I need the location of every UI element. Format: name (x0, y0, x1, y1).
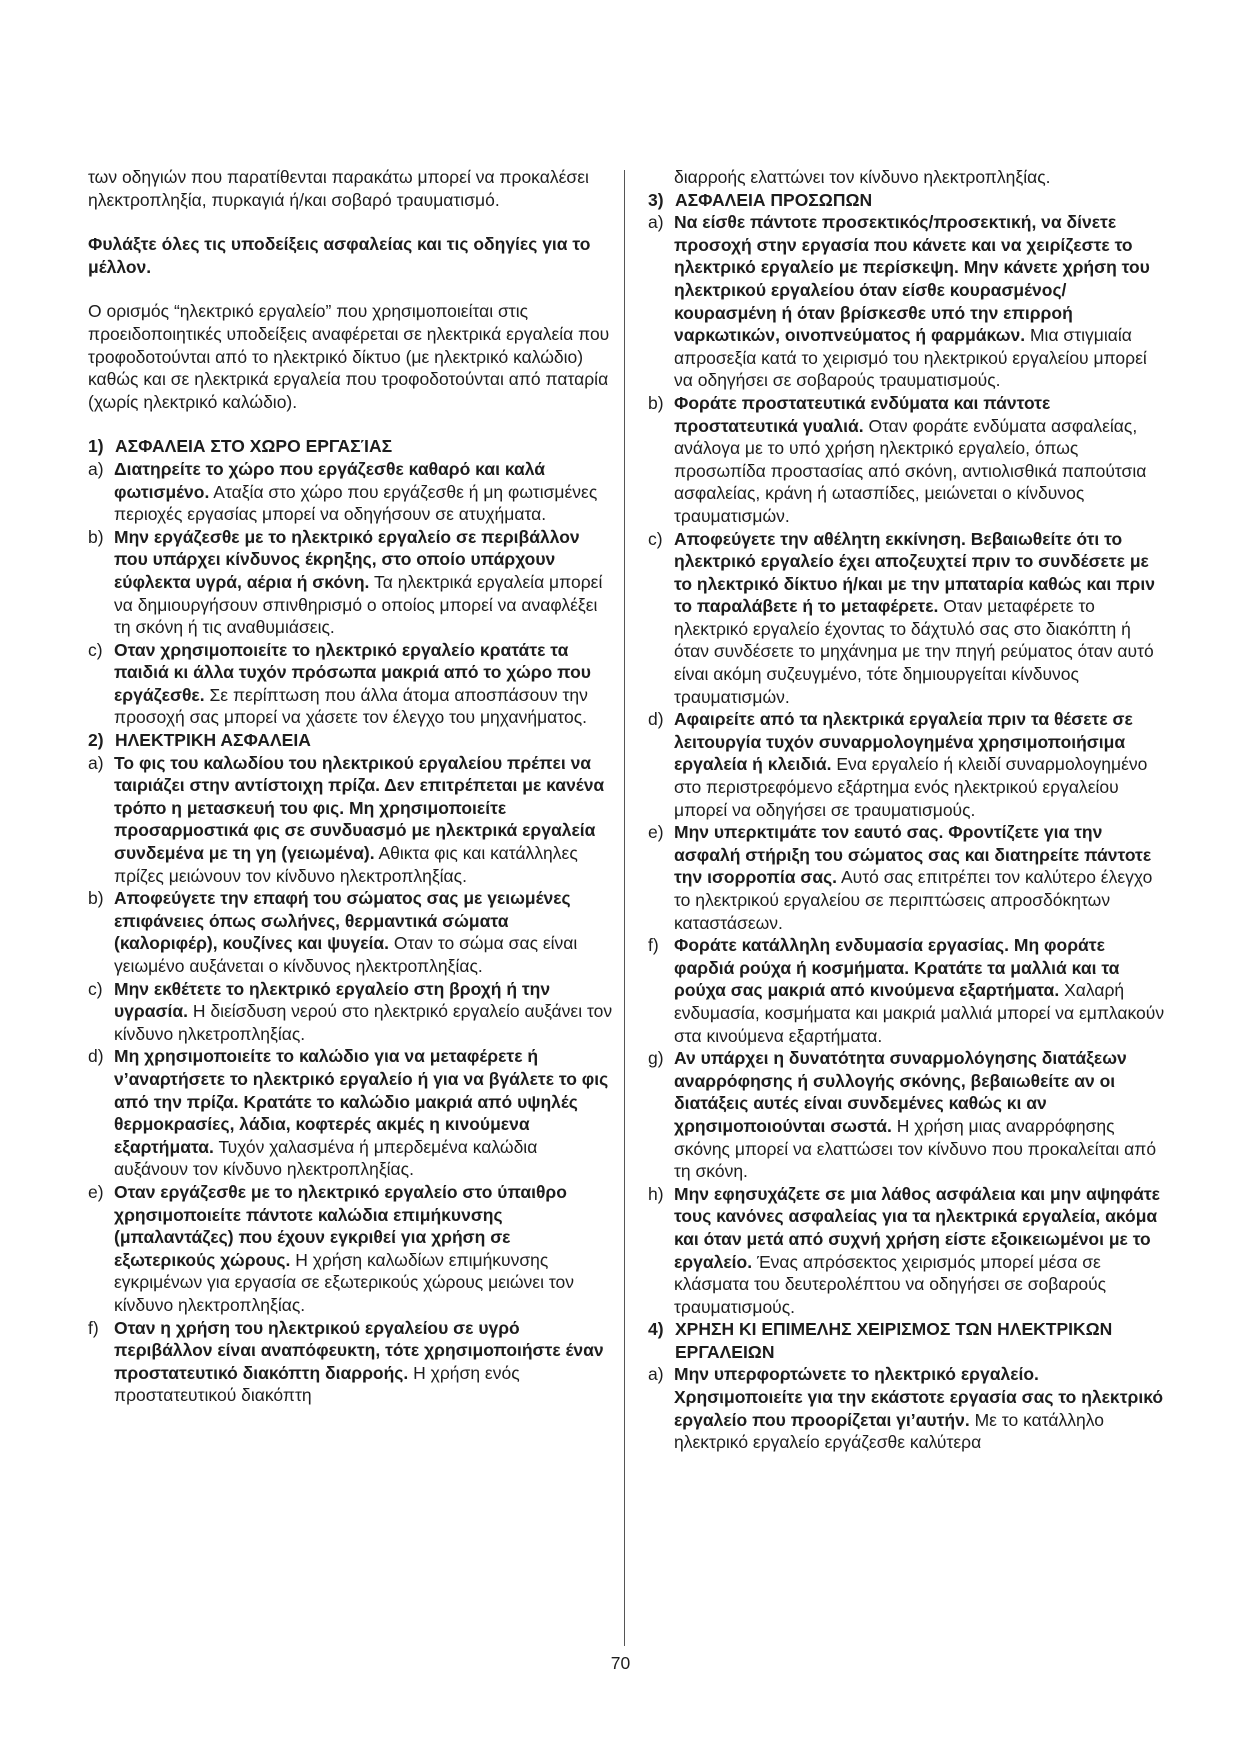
item-bold-text: Μη χρησιμοποιείτε το καλώδιο για να μεταφέρετε ή ν’αναρτήσετε το ηλεκτρικό εργαλείο ή για να βγάλετε το φις από την πρίζα. Κρατάτε το καλώδιο μακριά από υψηλές θερμοκρασίες, λάδια, κοφτερές ακμές η κινούμενα εξαρτήματα. (114, 1046, 609, 1157)
right-column (648, 166, 1168, 1454)
item-marker: a) (88, 458, 104, 479)
item-bold-text: Οταν η χρήση του ηλεκτρικού εργαλείου σε υγρό περιβάλλον είναι αναπόφευκτη, τότε χρησιμοποιήστε έναν προστατευτικό διακόπτη διαρροής. (114, 1317, 604, 1383)
item-marker: d) (648, 709, 664, 730)
item-text: Οταν φοράτε ενδύματα ασφαλείας, ανάλογα με το υπό χρήση ηλεκτρικό εργαλείο, όπως προσωπίδα προστασίας από σκόνη, αντιολισθικά παπούτσια ασφαλείας, κράνη ή ωτασπίδες, μειώνεται ο κίνδυνος τραυματισμών. (674, 415, 1147, 526)
item-bold-text: Φοράτε προστατευτικά ενδύματα και πάντοτε προστατευτικά γυαλιά. (674, 392, 1051, 436)
list-item (88, 1181, 613, 1317)
list-item (648, 821, 1168, 934)
list-item (88, 458, 613, 526)
item-text: Αθικτα φις και κατάλληλες πρίζες μειώνουν τον κίνδυνο ηλεκτροπληξίας. (114, 843, 578, 886)
column-divider (624, 170, 625, 1646)
item-marker: a) (648, 212, 664, 233)
item-text: Η διείσδυση νερού στο ηλεκτρικό εργαλείο αυξάνει τον κίνδυνο ηλκετροπληξίας. (114, 1001, 613, 1044)
list-item (88, 1317, 613, 1407)
item-marker: d) (88, 1046, 104, 1067)
item-bold-text: Οταν εργάζεσθε με το ηλεκτρικό εργαλείο στο ύπαιθρο χρησιμοποιείτε πάντοτε καλώδια επιμήκυνσης (μπαλαντάζες) που έχουν εγκριθεί για χρήση σε εξωτερικούς χώρους. (114, 1181, 567, 1270)
section-heading-tool-use (648, 1318, 1168, 1363)
section-number: 2) (88, 730, 104, 751)
section-heading-work-area (88, 435, 613, 458)
list-item (88, 978, 613, 1046)
item-text: Αυτό σας επιτρέπει τον καλύτερο έλεγχο το ηλεκτρικού εργαλείου σε περιπτώσεις απροσδόκητων καταστάσεων. (674, 867, 1153, 933)
item-marker: b) (648, 392, 664, 413)
item-marker: c) (648, 528, 663, 549)
list-item (88, 1045, 613, 1181)
section-title: ΧΡΗΣΗ ΚΙ ΕΠΙΜΕΛΗΣ ΧΕΙΡΙΣΜΟΣ ΤΩΝ ΗΛΕΚΤΡΙΚΩΝ ΕΡΓΑΛΕΙΩΝ (675, 1319, 1113, 1362)
item-marker: a) (88, 752, 104, 773)
section-heading-personal-safety (648, 189, 1168, 212)
item-text: Η χρήση ενός προστατευτικού διακόπτη (114, 1362, 520, 1406)
item-bold-text: Αφαιρείτε από τα ηλεκτρικά εργαλεία πριν τα θέσετε σε λειτουργία τυχόν συναρμολογημένα χρησιμοποιήσιμα εργαλεία ή κλειδιά. (674, 709, 1133, 775)
item-text: Ενα εργαλείο ή κλειδί συναρμολογημένο στο περιστρεφόμενο εξάρτημα ενός ηλεκτρικού εργαλείου μπορεί να οδηγήσει σε τραυματισμούς. (674, 754, 1148, 820)
list-item (648, 708, 1168, 821)
list-item (88, 752, 613, 888)
section-number: 1) (88, 436, 104, 457)
page-number: 70 (610, 1653, 631, 1673)
item-text: Μια στιγμιαία απροσεξία κατά το χειρισμό του ηλεκτρικού εργαλείου μπορεί να οδηγήσει σε σοβαρούς τραυματισμούς. (674, 325, 1147, 391)
item-text: Χαλαρή ενδυμασία, κοσμήματα και μακριά μαλλιά μπορεί να εμπλακούν στα κινούμενα εξαρτήματα. (674, 980, 1165, 1046)
item-text: Τα ηλεκτρικά εργαλεία μπορεί να δημιουργήσουν σπινθηρισμό ο οποίος μπορεί να αναφλέξει τη σκόνη ή τις αναθυμιάσεις. (114, 571, 603, 638)
section-heading-electrical-safety (88, 729, 613, 752)
item-text: Η χρήση μιας αναρρόφησης σκόνης μπορεί να ελαττώσει τον κίνδυνο που προκαλείται από τη σκόνη. (674, 1115, 1157, 1182)
item-bold-text: Οταν χρησιμοποιείτε το ηλεκτρικό εργαλείο κρατάτε τα παιδιά κι άλλα τυχόν πρόσωπα μακριά από το χώρο που εργάζεσθε. (114, 639, 591, 705)
section-title: ΑΣΦΑΛΕΙΑ ΠΡΟΣΩΠΩΝ (675, 189, 873, 210)
item-marker: b) (88, 888, 104, 909)
item-bold-text: Το φις του καλωδίου του ηλεκτρικού εργαλείου πρέπει να ταιριάζει στην αντίστοιχη πρίζα. Δεν επιτρέπεται με κανένα τρόπο η μετασκευή του φις. Μη χρησιμοποιείτε προσαρμοστικά φις σε συνδυασμό με ηλεκτρικά εργαλεία συνδεμένα με τη γη (γειωμένα). (114, 752, 605, 864)
keep-instructions-notice: Φυλάξτε όλες τις υποδείξεις ασφαλείας και τις οδηγίες για το μέλλον. (88, 234, 591, 277)
item-text: Αταξία στο χώρο που εργάζεσθε ή μη φωτισμένες περιοχές εργασίας μπορεί να οδηγήσουν σε ατυχήματα. (114, 481, 598, 525)
section-title: ΑΣΦΑΛΕΙΑ ΣΤΟ ΧΩΡΟ ΕΡΓΑΣΊΑΣ (115, 436, 393, 457)
item-bold-text: Φοράτε κατάλληλη ενδυμασία εργασίας. Μη φοράτε φαρδιά ρούχα ή κοσμήματα. Κρατάτε τα μαλλιά και τα ρούχα σας μακριά από κινούμενα εξαρτήματα. (674, 935, 1120, 1001)
item-marker: f) (88, 1317, 99, 1338)
item-bold-text: Αποφεύγετε την αθέλητη εκκίνηση. Βεβαιωθείτε ότι το ηλεκτρικό εργαλείο έχει αποζευχτεί πριν το συνδέσετε με το ηλεκτρικό δίκτυο ή/και με την μπαταρία καθώς και πριν το παραλάβετε ή το μεταφέρετε. (674, 528, 1155, 617)
item-text: Τυχόν χαλασμένα ή μπερδεμένα καλώδια αυξάνουν τον κίνδυνο ηλεκτροπληξίας. (114, 1136, 538, 1180)
item-text: Ένας απρόσεκτος χειρισμός μπορεί μέσα σε κλάσματα του δευτερολέπτου να οδηγήσει σε σοβαρούς τραυματισμούς. (674, 1251, 1107, 1317)
item-bold-text: Διατηρείτε το χώρο που εργάζεσθε καθαρό και καλά φωτισμένο. (114, 458, 546, 502)
list-item (648, 528, 1168, 709)
item-text: Η χρήση καλωδίων επιμήκυνσης εγκριμένων για εργασία σε εξωτερικούς χώρους μειώνει τον κίνδυνο ηλεκτροπληξίας. (114, 1249, 574, 1315)
item-bold-text: Μην υπερφορτώνετε το ηλεκτρικό εργαλείο. Χρησιμοποιείτε για την εκάστοτε εργασία σας το ηλεκτρικό εργαλείο που προορίζεται γι’αυτήν. (674, 1364, 1164, 1430)
item-marker: f) (648, 935, 659, 956)
item-bold-text: Αν υπάρχει η δυνατότητα συναρμολόγησης διατάξεων αναρρόφησης ή συλλογής σκόνης, βεβαιωθείτε αν οι διατάξεις αυτές είναι συνδεμένες καθώς κι αν χρησιμοποιούνται σωστά. (674, 1048, 1127, 1136)
item-bold-text: Μην εφησυχάζετε σε μια λάθος ασφάλεια και μην αψηφάτε τους κανόνες ασφαλείας για τα ηλεκτρικά εργαλεία, ακόμα και όταν μετά από συχνή χρήση είστε εξοικειωμένοι με το εργαλείο. (674, 1183, 1160, 1272)
item-text: Οταν μεταφέρετε το ηλεκτρικό εργαλείο έχοντας το δάχτυλό σας στο διακόπτη ή όταν συνδέσετε το μηχάνημα με την πηγή ρεύματος όταν αυτό είναι ακόμη συζευγμένο, τότε δημιουργείται κίνδυνος τραυματισμών. (674, 596, 1154, 707)
item-bold-text: Να είσθε πάντοτε προσεκτικός/προσεκτική, να δίνετε προσοχή στην εργασία που κάνετε και να χειρίζεστε το ηλεκτρικό εργαλείο με περίσκεψη. Μην κάνετε χρήση του ηλεκτρικού εργαλείου όταν είσθε κουρασμένος/κουρασμένη ή όταν βρίσκεσθε υπό την επιρροή ναρκωτικών, οινοπνεύματος ή φαρμάκων. (674, 212, 1150, 346)
list-item (648, 211, 1168, 392)
item-bold-text: Αποφεύγετε την επαφή του σώματος σας με γειωμένες επιφάνειες όπως σωλήνες, θερμαντικά σώματα (καλοριφέρ), κουζίνες και ψυγεία. (114, 888, 571, 954)
continuation-text: διαρροής ελαττώνει τον κίνδυνο ηλεκτροπληξίας. (674, 167, 1051, 187)
section-number: 4) (648, 1319, 664, 1340)
item-marker: e) (88, 1181, 104, 1202)
item-marker: e) (648, 822, 664, 843)
power-tool-definition: Ο ορισμός “ηλεκτρικό εργαλείο” που χρησιμοποιείται στις προειδοποιητικές υποδείξεις αναφέρεται σε ηλεκτρικά εργαλεία που τροφοδοτούνται από το ηλεκτρικό δίκτυο (με ηλεκτρικό καλώδιο) καθώς και σε ηλεκτρικά εργαλεία που τροφοδοτούνται από παταρία (χωρίς ηλεκτρικό καλώδιο). (88, 301, 610, 412)
item-marker: c) (88, 978, 103, 999)
item-text: Οταν το σώμα σας είναι γειωμένο αυξάνεται ο κίνδυνος ηλεκτροπληξίας. (114, 933, 578, 976)
list-item (88, 887, 613, 977)
left-column (88, 166, 613, 1407)
item-marker: c) (88, 639, 103, 660)
list-item (88, 526, 613, 639)
item-bold-text: Μην εκθέτετε το ηλεκτρικό εργαλείο στη βροχή ή την υγρασία. (114, 978, 551, 1022)
section-number: 3) (648, 189, 664, 210)
intro-text: των οδηγιών που παρατίθενται παρακάτω μπορεί να προκαλέσει ηλεκτροπληξία, πυρκαγιά ή/και σοβαρό τραυματισμό. (88, 167, 589, 210)
list-item (648, 1363, 1168, 1453)
item-marker: h) (648, 1183, 664, 1204)
list-item (648, 1047, 1168, 1183)
item-text: Με το κατάλληλο ηλεκτρικό εργαλείο εργάζεσθε καλύτερα (674, 1409, 1104, 1453)
list-item (648, 392, 1168, 528)
section-title: ΗΛΕΚΤΡΙΚΗ ΑΣΦΑΛΕΙΑ (115, 730, 311, 751)
item-marker: a) (648, 1364, 664, 1385)
item-marker: g) (648, 1048, 664, 1069)
list-item (648, 934, 1168, 1047)
list-item (648, 1183, 1168, 1319)
item-bold-text: Μην εργάζεσθε με το ηλεκτρικό εργαλείο σε περιβάλλον που υπάρχει κίνδυνος έκρηξης, στο οποίο υπάρχουν εύφλεκτα υγρά, αέρια ή σκόνη. (114, 526, 580, 592)
item-bold-text: Μην υπερκτιμάτε τον εαυτό σας. Φροντίζετε για την ασφαλή στήριξη του σώματος σας και διατηρείτε πάντοτε την ισορροπία σας. (674, 822, 1152, 888)
item-marker: b) (88, 526, 104, 547)
item-text: Σε περίπτωση που άλλα άτομα αποσπάσουν την προσοχή σας μπορεί να χάσετε τον έλεγχο του μηχανήματος. (114, 684, 588, 728)
list-item (88, 639, 613, 729)
